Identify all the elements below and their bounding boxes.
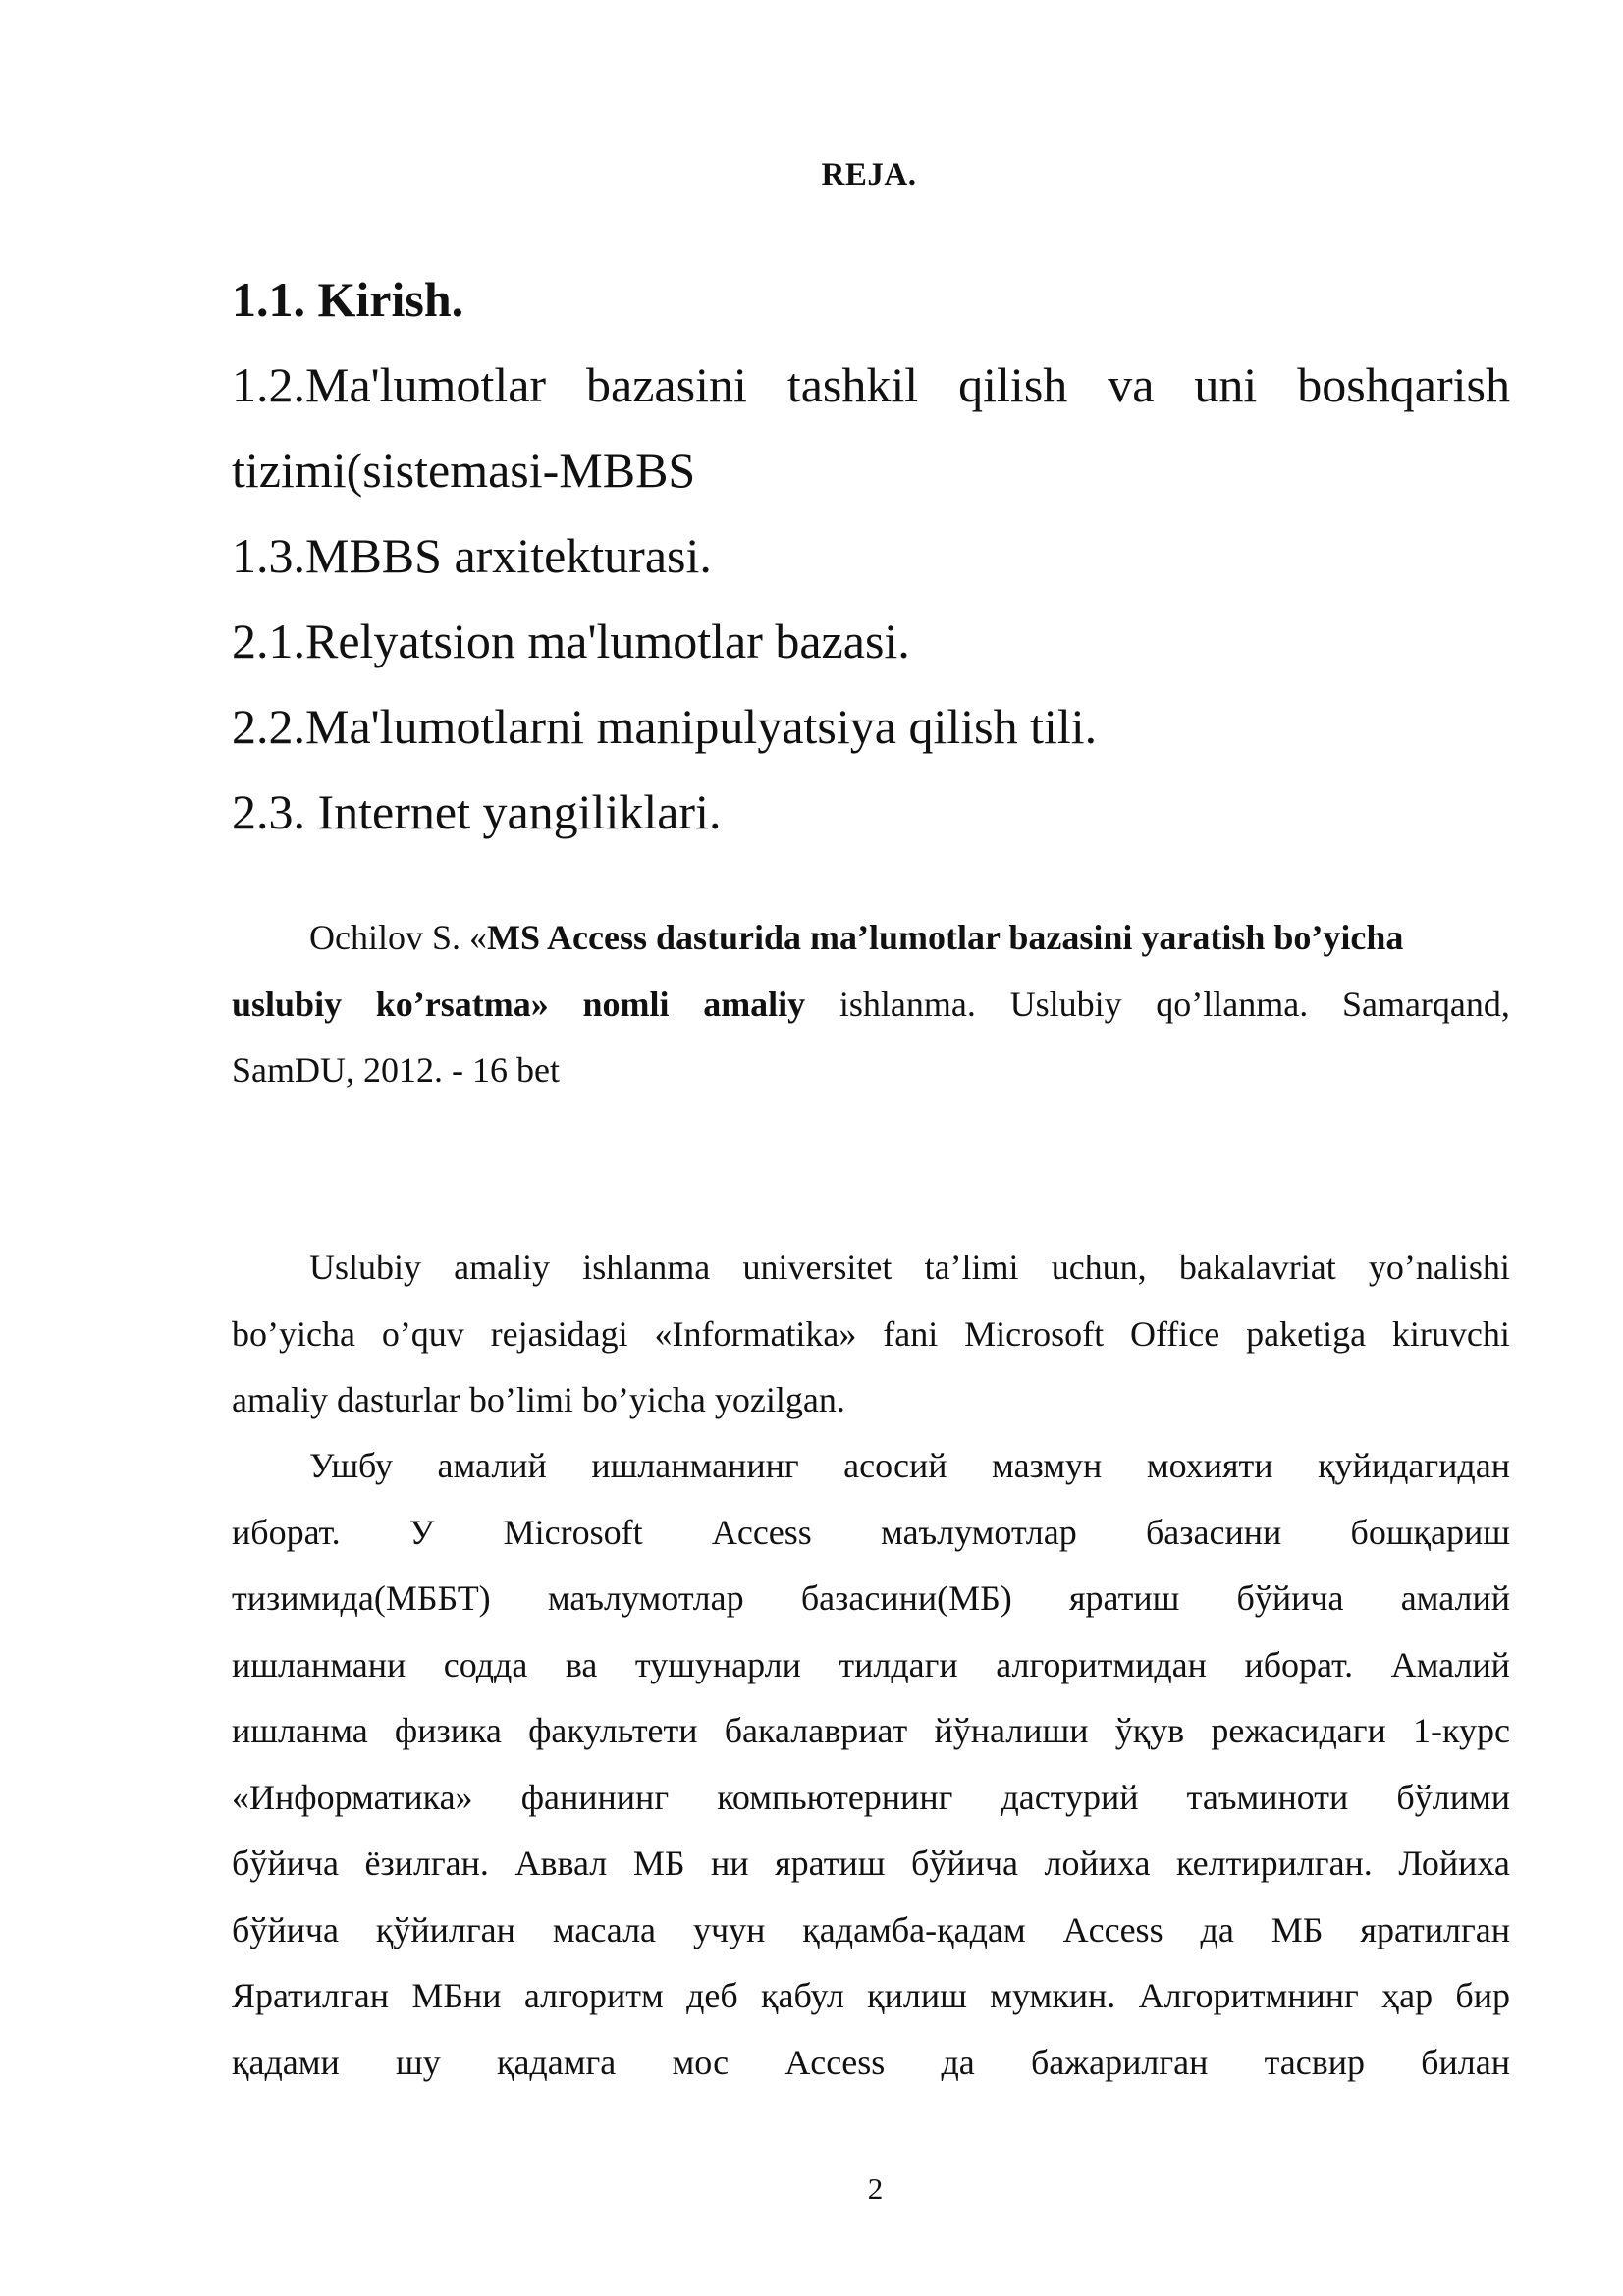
plan-item-2-word: 1.2.Ma'lumotlar — [232, 357, 547, 412]
reference-line-3 — [232, 1038, 1510, 1104]
desc-text: amaliy dasturlar bo’limi bo’yicha yozilgan. — [232, 1380, 845, 1419]
cyr-word: базасини — [1145, 1512, 1282, 1552]
desc-word: fani — [883, 1313, 939, 1354]
cyr-word: қадамба-қадам — [802, 1909, 1026, 1949]
cyr-word: мохияти — [1146, 1446, 1273, 1485]
cyr-word: бакалавриат — [724, 1711, 908, 1750]
cyr-word: яратиш — [1068, 1578, 1180, 1618]
cyr-word: маълумотлар — [547, 1578, 744, 1618]
cyr-word: маълумотлар — [881, 1512, 1077, 1552]
desc-word: kiruvchi — [1391, 1313, 1510, 1354]
cyr-word: режасидаги — [1211, 1711, 1386, 1750]
cyr-word: алгоритм — [523, 1976, 664, 2015]
desc-line — [232, 1235, 1510, 1302]
cyr-line — [232, 1698, 1510, 1765]
plan-item-2-word: boshqarish — [1297, 357, 1510, 412]
cyr-word: яратилган — [1360, 1909, 1510, 1949]
cyr-word: яратиш — [775, 1843, 886, 1883]
cyr-word: мазмун — [992, 1446, 1103, 1485]
page-number: 2 — [867, 2171, 884, 2206]
reference-word: ishlanma. — [839, 984, 976, 1024]
cyr-word: ишланманинг — [591, 1446, 799, 1485]
cyr-word: амалий — [437, 1446, 547, 1485]
desc-word: ta’limi — [924, 1248, 1019, 1287]
reference-title-word: amaliy — [703, 984, 806, 1024]
cyr-word: билан — [1421, 2042, 1510, 2082]
cyr-word: Аввал — [514, 1843, 608, 1883]
plan-item-6: 2.3. Internet yangiliklari. — [232, 784, 722, 839]
desc-word: yo’nalishi — [1368, 1248, 1510, 1287]
plan-item-2-word: tashkil — [786, 357, 919, 412]
cyr-word: 1-курс — [1412, 1711, 1510, 1750]
cyr-word: қилиш — [867, 1976, 967, 2015]
plan-heading: REJA. — [821, 157, 917, 192]
cyr-word: деб — [686, 1976, 738, 2015]
reference-title-word: nomli — [582, 984, 670, 1024]
desc-word: amaliy — [454, 1248, 551, 1287]
cyr-line — [232, 1433, 1510, 1500]
desc-line — [232, 1367, 1510, 1434]
plan-list — [232, 257, 1510, 855]
cyr-word: шу — [396, 2042, 441, 2082]
cyr-word: қадами — [232, 2042, 340, 2082]
cyr-word: компьютернинг — [717, 1777, 953, 1817]
cyr-word: факультети — [528, 1711, 698, 1750]
cyr-word: қабул — [761, 1976, 844, 2015]
cyr-word: бўйича — [232, 1909, 339, 1949]
cyr-word: ва — [565, 1644, 598, 1684]
plan-item-2-word: bazasini — [586, 357, 747, 412]
cyr-word: Алгоритмнинг — [1138, 1976, 1359, 2015]
cyr-word: алгоритмидан — [996, 1644, 1207, 1684]
reference-word: qo’llanma. — [1156, 984, 1309, 1024]
cyr-word: бир — [1455, 1976, 1510, 2015]
reference-paragraph — [232, 905, 1510, 1104]
description-paragraph — [232, 1235, 1510, 1434]
cyr-word: Ушбу — [309, 1446, 393, 1485]
desc-word: rejasidagi — [490, 1313, 628, 1354]
cyr-word: содда — [443, 1644, 528, 1684]
desc-word: Office — [1129, 1313, 1220, 1354]
cyr-line — [232, 1566, 1510, 1632]
cyr-word: қуйидагидан — [1318, 1446, 1510, 1485]
cyr-word: учун — [692, 1909, 766, 1949]
plan-item-5: 2.2.Ma'lumotlarni manipulyatsiya qilish tili. — [232, 699, 1098, 754]
reference-source: SamDU, 2012. - 16 bet — [232, 1050, 560, 1090]
desc-word: universitet — [742, 1248, 893, 1287]
desc-word: «Informatika» — [654, 1313, 857, 1354]
reference-word: Uslubiy — [1009, 984, 1122, 1024]
cyr-line — [232, 2030, 1510, 2097]
cyr-line — [232, 1500, 1510, 1567]
plan-item-4: 2.1.Relyatsion ma'lumotlar bazasi. — [232, 614, 910, 668]
cyr-word: фанининг — [520, 1777, 670, 1817]
cyr-word: ёзилган. — [364, 1843, 489, 1883]
desc-word: o’quv — [381, 1313, 464, 1354]
cyr-word: Яратилган — [232, 1976, 390, 2015]
cyr-word: Access — [784, 2042, 886, 2082]
cyr-word: бўлими — [1396, 1777, 1510, 1817]
plan-item-3: 1.3.MBBS arxitekturasi. — [232, 528, 712, 583]
cyr-word: қадамга — [496, 2042, 617, 2082]
cyr-word: иборат. — [232, 1512, 341, 1552]
reference-word: Samarqand, — [1341, 984, 1510, 1024]
cyr-word: мумкин. — [990, 1976, 1116, 2015]
reference-title-word: uslubiy — [232, 984, 343, 1024]
cyr-word: ни — [711, 1843, 749, 1883]
plan-item-2-line-1 — [232, 343, 1510, 428]
reference-title-word: ko’rsatma» — [375, 984, 549, 1024]
reference-line-1 — [232, 905, 1510, 972]
cyr-word: лойиха — [1044, 1843, 1151, 1883]
plan-item-1: 1.1. Kirish. — [232, 272, 464, 327]
desc-word: bakalavriat — [1178, 1248, 1336, 1287]
cyr-word: «Информатика» — [232, 1777, 473, 1817]
plan-item-2-word: qilish — [958, 357, 1068, 412]
cyr-word: МБ — [1271, 1909, 1324, 1949]
cyr-word: бўйича — [232, 1843, 339, 1883]
cyr-word: қўйилган — [375, 1909, 515, 1949]
cyr-word: бошқариш — [1350, 1512, 1510, 1552]
cyr-word: асосий — [843, 1446, 947, 1485]
cyr-word: бажарилган — [1030, 2042, 1209, 2082]
cyr-word: бўйича — [1236, 1578, 1344, 1618]
desc-word: paketiga — [1246, 1313, 1367, 1354]
cyr-word: Лойиха — [1398, 1843, 1510, 1883]
plan-item-2-word: va — [1108, 357, 1155, 412]
cyr-word: ишланма — [232, 1711, 368, 1750]
cyr-word: амалий — [1400, 1578, 1510, 1618]
cyr-word: таъминоти — [1186, 1777, 1349, 1817]
cyr-line — [232, 1632, 1510, 1699]
cyr-word: Амалий — [1390, 1644, 1510, 1684]
cyr-word: Access — [1062, 1909, 1163, 1949]
cyr-word: масала — [552, 1909, 657, 1949]
cyr-line — [232, 1963, 1510, 2030]
reference-title-part-1: MS Access dasturida ma’lumotlar bazasini yaratish bo’yicha — [487, 918, 1404, 957]
cyr-line — [232, 1765, 1510, 1832]
reference-author: Ochilov S. « — [309, 918, 488, 957]
cyr-word: тасвир — [1264, 2042, 1365, 2082]
cyr-word: МБни — [411, 1976, 502, 2015]
cyr-word: МБ — [632, 1843, 685, 1883]
cyr-word: иборат. — [1244, 1644, 1354, 1684]
desc-word: ishlanma — [582, 1248, 711, 1287]
cyr-word: йўналиши — [934, 1711, 1089, 1750]
desc-word: bo’yicha — [232, 1313, 355, 1354]
cyrillic-paragraph — [232, 1433, 1510, 2096]
reference-line-2 — [232, 972, 1510, 1039]
cyr-line — [232, 1897, 1510, 1964]
desc-word: Microsoft — [964, 1313, 1105, 1354]
cyr-word: базасини(МБ) — [800, 1578, 1012, 1618]
cyr-word: да — [941, 2042, 975, 2082]
cyr-word: тушунарли — [634, 1644, 801, 1684]
cyr-word: дастурий — [1001, 1777, 1139, 1817]
cyr-word: мос — [672, 2042, 730, 2082]
cyr-word: келтирилган. — [1176, 1843, 1373, 1883]
cyr-word: ҳар — [1381, 1976, 1434, 2015]
cyr-word: ишланмани — [232, 1644, 406, 1684]
cyr-word: бўйича — [911, 1843, 1018, 1883]
desc-word: Uslubiy — [309, 1248, 422, 1287]
cyr-word: тилдаги — [839, 1644, 958, 1684]
plan-item-2-line-2: tizimi(sistemasi-MBBS — [232, 443, 696, 498]
plan-item-2-word: uni — [1194, 357, 1258, 412]
cyr-word: Microsoft — [503, 1512, 643, 1552]
cyr-word: тизимида(МББТ) — [232, 1578, 491, 1618]
desc-word: uchun, — [1051, 1248, 1147, 1287]
cyr-word: Access — [711, 1512, 812, 1552]
cyr-word: У — [408, 1512, 435, 1552]
cyr-line — [232, 1831, 1510, 1897]
cyr-word: ўқув — [1114, 1711, 1185, 1750]
desc-line — [232, 1302, 1510, 1368]
cyr-word: да — [1200, 1909, 1234, 1949]
cyr-word: физика — [394, 1711, 502, 1750]
